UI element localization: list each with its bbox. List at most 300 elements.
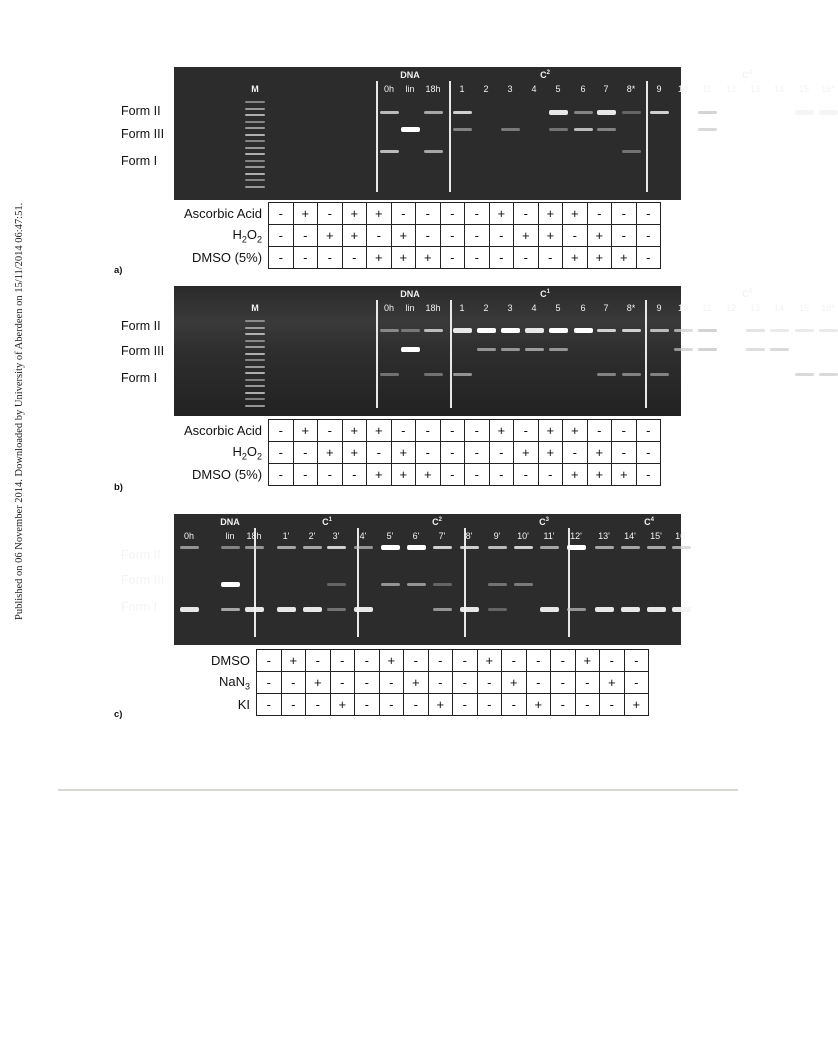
- band-form-i: [221, 608, 240, 611]
- condition-cell: -: [318, 420, 343, 442]
- band-form-ii: [453, 328, 472, 333]
- gel-image-b: [174, 286, 835, 416]
- lane-separator: [449, 81, 451, 192]
- band-form-iii: [381, 583, 400, 586]
- condition-cell: -: [636, 203, 661, 225]
- band-form-ii: [381, 545, 400, 550]
- form-label-i: Form I: [121, 371, 158, 385]
- condition-cell: +: [575, 650, 600, 672]
- ladder-band: [245, 385, 265, 387]
- condition-cell: +: [342, 442, 367, 464]
- band-form-ii: [698, 329, 717, 332]
- condition-cell: -: [453, 650, 478, 672]
- condition-row-label: $H_2O_2$: [232, 226, 263, 245]
- condition-row: [184, 442, 661, 464]
- lane-label: 13: [749, 303, 761, 313]
- condition-cell: -: [330, 672, 355, 694]
- lane-label: lin: [225, 531, 235, 541]
- lane-separator: [357, 528, 359, 637]
- condition-cell: -: [391, 420, 416, 442]
- condition-cell: +: [293, 420, 318, 442]
- band-form-ii: [501, 328, 520, 333]
- condition-cell: -: [514, 464, 539, 486]
- condition-cell: -: [269, 464, 294, 486]
- condition-cell: -: [440, 203, 465, 225]
- lane-label: 15: [798, 303, 810, 313]
- condition-cell: +: [514, 225, 539, 247]
- condition-cell: +: [367, 203, 392, 225]
- condition-row-label: DMSO (5%): [191, 250, 263, 265]
- condition-row: [184, 420, 661, 442]
- condition-cell: -: [257, 694, 282, 716]
- band-form-i: [567, 608, 586, 611]
- condition-row-label: DMSO (5%): [191, 467, 263, 482]
- condition-cell: -: [636, 247, 661, 269]
- condition-cell: -: [367, 225, 392, 247]
- condition-row-label: Ascorbic Acid: [184, 206, 263, 221]
- band-form-ii: [354, 546, 373, 549]
- condition-cell: -: [612, 442, 637, 464]
- condition-cell: -: [428, 672, 453, 694]
- band-form-iii: [401, 127, 420, 132]
- panel-label-a: a): [114, 265, 123, 276]
- ladder-band: [245, 127, 265, 129]
- band-form-i: [380, 373, 399, 376]
- lane-label: 10: [677, 84, 689, 94]
- band-form-ii: [180, 546, 199, 549]
- band-form-ii: [567, 545, 586, 550]
- panel-label-b: b): [114, 482, 123, 493]
- band-form-ii: [401, 329, 420, 332]
- band-form-ii: [597, 110, 616, 115]
- lane-label: 1: [459, 303, 465, 313]
- lane-label: 9': [493, 531, 501, 541]
- lane-label: 0h: [383, 303, 395, 313]
- group-title-dna: DNA: [400, 70, 420, 80]
- condition-row: [211, 694, 649, 716]
- condition-cell: +: [563, 247, 588, 269]
- condition-cell: -: [440, 464, 465, 486]
- band-form-ii: [549, 328, 568, 333]
- ladder-band: [245, 186, 265, 188]
- ladder-band: [245, 173, 265, 175]
- form-label-i: Form I: [121, 600, 158, 614]
- lane-label: 10': [517, 531, 529, 541]
- band-form-ii: [574, 328, 593, 333]
- ladder-band: [245, 179, 265, 181]
- band-form-iii: [770, 348, 789, 351]
- condition-cell: -: [306, 650, 331, 672]
- condition-cell: -: [563, 442, 588, 464]
- form-label-ii: Form II: [121, 319, 161, 333]
- lane-label: 8*: [626, 303, 636, 313]
- band-form-iii: [698, 348, 717, 351]
- group-title-compound: $C^4$: [742, 289, 752, 299]
- condition-cell: +: [367, 464, 392, 486]
- lane-separator: [464, 528, 466, 637]
- condition-cell: +: [391, 247, 416, 269]
- condition-cell: -: [404, 650, 429, 672]
- lane-label: 18h: [425, 84, 441, 94]
- lane-label: 6': [412, 531, 420, 541]
- condition-cell: -: [440, 442, 465, 464]
- lane-label: lin: [405, 84, 415, 94]
- group-title-compound: $C^3$: [742, 70, 752, 80]
- lane-label: 3': [332, 531, 340, 541]
- ladder-band: [245, 166, 265, 168]
- ladder-band: [245, 392, 265, 394]
- band-form-i: [595, 607, 614, 612]
- group-title-compound: $C^2$: [540, 70, 550, 80]
- condition-cell: -: [612, 203, 637, 225]
- condition-cell: -: [636, 442, 661, 464]
- band-form-iii: [674, 348, 693, 351]
- condition-cell: -: [257, 650, 282, 672]
- group-title-dna: DNA: [400, 289, 420, 299]
- band-form-ii: [746, 329, 765, 332]
- condition-cell: -: [465, 203, 490, 225]
- ladder-band: [245, 333, 265, 335]
- band-form-ii: [698, 111, 717, 114]
- group-title-compound: $C^1$: [540, 289, 550, 299]
- condition-cell: +: [563, 203, 588, 225]
- band-form-ii: [380, 329, 399, 332]
- condition-cell: -: [465, 420, 490, 442]
- condition-cell: +: [624, 694, 649, 716]
- condition-cell: +: [587, 225, 612, 247]
- lane-separator: [254, 528, 256, 637]
- condition-cell: -: [416, 225, 441, 247]
- band-form-ii: [424, 111, 443, 114]
- group-title-dna: DNA: [220, 517, 240, 527]
- condition-cell: -: [489, 247, 514, 269]
- lane-label: 0h: [183, 531, 195, 541]
- band-form-ii: [595, 546, 614, 549]
- lane-label: 5: [555, 84, 561, 94]
- conditions-table-b: [184, 419, 661, 486]
- condition-cell: +: [391, 442, 416, 464]
- ladder-band: [245, 366, 265, 368]
- condition-cell: -: [575, 672, 600, 694]
- condition-cell: -: [538, 464, 563, 486]
- band-form-ii: [514, 546, 533, 549]
- condition-row-label: DMSO: [211, 653, 250, 668]
- lane-label: 3: [507, 84, 513, 94]
- condition-cell: -: [636, 420, 661, 442]
- band-form-ii: [540, 546, 559, 549]
- lane-label: 7': [438, 531, 446, 541]
- band-form-iii: [597, 128, 616, 131]
- lane-separator: [450, 300, 452, 408]
- condition-cell: -: [269, 442, 294, 464]
- band-form-i: [460, 607, 479, 612]
- condition-cell: -: [379, 672, 404, 694]
- condition-cell: +: [587, 247, 612, 269]
- band-form-ii: [424, 329, 443, 332]
- ladder-band: [245, 405, 265, 407]
- band-form-iii: [401, 347, 420, 352]
- form-label-i: Form I: [121, 154, 158, 168]
- lane-label: 8': [465, 531, 473, 541]
- condition-cell: -: [404, 694, 429, 716]
- band-form-ii: [622, 329, 641, 332]
- band-form-ii: [453, 111, 472, 114]
- condition-cell: -: [538, 247, 563, 269]
- band-form-ii: [672, 546, 691, 549]
- lane-label: 14': [624, 531, 636, 541]
- band-form-i: [180, 607, 199, 612]
- band-form-iii: [488, 583, 507, 586]
- lane-separator: [376, 300, 378, 408]
- band-form-i: [453, 373, 472, 376]
- band-form-i: [622, 150, 641, 153]
- band-form-i: [277, 607, 296, 612]
- lane-label: 10: [677, 303, 689, 313]
- ladder-band: [245, 101, 265, 103]
- ladder-band: [245, 160, 265, 162]
- group-title-compound: $C^4$: [644, 517, 654, 527]
- lane-label: 11: [702, 303, 712, 313]
- form-label-ii: Form II: [121, 548, 161, 562]
- band-form-i: [327, 608, 346, 611]
- condition-cell: +: [612, 464, 637, 486]
- condition-row: [184, 203, 661, 225]
- band-form-ii: [574, 111, 593, 114]
- condition-cell: -: [440, 225, 465, 247]
- band-form-i: [795, 373, 814, 376]
- band-form-iii: [327, 583, 346, 586]
- condition-cell: -: [551, 694, 576, 716]
- band-form-ii: [819, 329, 838, 332]
- condition-cell: -: [453, 694, 478, 716]
- lane-label: 5: [555, 303, 561, 313]
- form-label-iii: Form III: [121, 573, 165, 587]
- ladder-band: [245, 327, 265, 329]
- condition-row: [211, 672, 649, 694]
- condition-cell: +: [342, 420, 367, 442]
- condition-cell: -: [355, 650, 380, 672]
- band-form-ii: [549, 110, 568, 115]
- band-form-iii: [525, 348, 544, 351]
- condition-cell: -: [416, 420, 441, 442]
- condition-row: [184, 225, 661, 247]
- band-form-i: [622, 373, 641, 376]
- condition-cell: -: [502, 650, 527, 672]
- band-form-i: [488, 608, 507, 611]
- condition-cell: -: [367, 442, 392, 464]
- band-form-ii: [650, 329, 669, 332]
- condition-cell: -: [281, 694, 306, 716]
- condition-cell: -: [575, 694, 600, 716]
- ladder-band: [245, 346, 265, 348]
- band-form-i: [424, 373, 443, 376]
- condition-cell: -: [257, 672, 282, 694]
- conditions-table-a: [184, 202, 661, 269]
- band-form-i: [672, 607, 691, 612]
- band-form-i: [650, 373, 669, 376]
- condition-cell: -: [551, 672, 576, 694]
- condition-cell: -: [306, 694, 331, 716]
- condition-row: [184, 464, 661, 486]
- band-form-i: [647, 607, 666, 612]
- ladder-band: [245, 108, 265, 110]
- ladder-band: [245, 340, 265, 342]
- band-form-ii: [770, 329, 789, 332]
- condition-cell: -: [551, 650, 576, 672]
- lane-label: 4': [359, 531, 367, 541]
- band-form-iii: [574, 128, 593, 131]
- form-label-ii: Form II: [121, 104, 161, 118]
- lane-label: 18h: [425, 303, 441, 313]
- lane-label: 12: [725, 84, 737, 94]
- lane-label: 11: [702, 84, 712, 94]
- condition-cell: -: [514, 247, 539, 269]
- band-form-ii: [597, 329, 616, 332]
- band-form-iii: [407, 583, 426, 586]
- condition-cell: -: [587, 420, 612, 442]
- band-form-i: [621, 607, 640, 612]
- ladder-band: [245, 134, 265, 136]
- band-form-i: [433, 608, 452, 611]
- condition-cell: +: [563, 420, 588, 442]
- band-form-i: [819, 373, 838, 376]
- condition-cell: -: [563, 225, 588, 247]
- condition-cell: +: [293, 203, 318, 225]
- lane-label: 4: [531, 303, 537, 313]
- lane-label: 1: [459, 84, 465, 94]
- condition-cell: +: [416, 464, 441, 486]
- condition-cell: -: [293, 442, 318, 464]
- condition-cell: +: [600, 672, 625, 694]
- condition-cell: +: [428, 694, 453, 716]
- condition-cell: -: [489, 464, 514, 486]
- condition-cell: -: [342, 464, 367, 486]
- ladder-band: [245, 359, 265, 361]
- condition-cell: -: [465, 225, 490, 247]
- lane-label: 15: [798, 84, 810, 94]
- band-form-ii: [525, 328, 544, 333]
- condition-cell: -: [612, 420, 637, 442]
- gel-image-c: [174, 514, 687, 645]
- ladder-band: [245, 353, 265, 355]
- lane-label: 7: [603, 84, 609, 94]
- condition-cell: +: [538, 203, 563, 225]
- condition-cell: +: [587, 442, 612, 464]
- condition-cell: +: [538, 442, 563, 464]
- band-form-ii: [622, 111, 641, 114]
- condition-cell: -: [624, 650, 649, 672]
- condition-cell: +: [342, 225, 367, 247]
- lane-label: 12': [570, 531, 582, 541]
- condition-cell: +: [318, 442, 343, 464]
- condition-cell: +: [526, 694, 551, 716]
- lane-label: 11': [543, 531, 555, 541]
- ladder-band: [245, 147, 265, 149]
- condition-cell: +: [404, 672, 429, 694]
- lane-label: 6: [580, 303, 586, 313]
- condition-cell: -: [440, 420, 465, 442]
- condition-cell: -: [453, 672, 478, 694]
- ladder-band: [245, 140, 265, 142]
- group-title-compound: $C^1$: [322, 517, 332, 527]
- condition-cell: -: [318, 247, 343, 269]
- condition-cell: +: [281, 650, 306, 672]
- band-form-ii: [795, 110, 814, 115]
- lane-label: 1': [282, 531, 290, 541]
- lane-label: 9: [656, 84, 662, 94]
- condition-cell: -: [587, 203, 612, 225]
- lane-label: 9: [656, 303, 662, 313]
- lane-label: 2: [483, 84, 489, 94]
- condition-cell: -: [269, 420, 294, 442]
- lane-label: lin: [405, 303, 415, 313]
- marker-label: M: [251, 84, 259, 94]
- condition-cell: +: [318, 225, 343, 247]
- condition-cell: +: [489, 203, 514, 225]
- band-form-i: [245, 607, 264, 612]
- condition-cell: -: [355, 672, 380, 694]
- form-label-iii: Form III: [121, 344, 165, 358]
- lane-label: 13: [749, 84, 761, 94]
- group-title-compound: $C^2$: [432, 517, 442, 527]
- condition-cell: -: [636, 225, 661, 247]
- condition-cell: +: [477, 650, 502, 672]
- condition-row: [211, 650, 649, 672]
- ladder-band: [245, 114, 265, 116]
- form-label-iii: Form III: [121, 127, 165, 141]
- band-form-iii: [433, 583, 452, 586]
- lane-label: 8*: [626, 84, 636, 94]
- band-form-i: [303, 607, 322, 612]
- condition-cell: -: [330, 650, 355, 672]
- condition-cell: +: [367, 420, 392, 442]
- condition-cell: +: [379, 650, 404, 672]
- lane-label: 4: [531, 84, 537, 94]
- condition-cell: -: [391, 203, 416, 225]
- condition-cell: +: [391, 464, 416, 486]
- condition-cell: -: [502, 694, 527, 716]
- band-form-iii: [453, 128, 472, 131]
- condition-cell: -: [342, 247, 367, 269]
- band-form-ii: [303, 546, 322, 549]
- condition-cell: +: [538, 420, 563, 442]
- condition-cell: -: [318, 464, 343, 486]
- condition-cell: -: [269, 225, 294, 247]
- lane-separator: [645, 300, 647, 408]
- condition-cell: -: [293, 225, 318, 247]
- lane-label: 7: [603, 303, 609, 313]
- lane-label: 6: [580, 84, 586, 94]
- lane-label: 0h: [383, 84, 395, 94]
- band-form-ii: [245, 546, 264, 549]
- condition-cell: -: [379, 694, 404, 716]
- condition-cell: +: [489, 420, 514, 442]
- condition-cell: -: [465, 247, 490, 269]
- lane-label: 12: [725, 303, 737, 313]
- band-form-ii: [380, 111, 399, 114]
- band-form-ii: [221, 546, 240, 549]
- band-form-ii: [327, 546, 346, 549]
- condition-cell: +: [612, 247, 637, 269]
- band-form-ii: [407, 545, 426, 550]
- marker-label: M: [251, 303, 259, 313]
- condition-cell: -: [514, 420, 539, 442]
- condition-cell: -: [489, 442, 514, 464]
- lane-label: 2': [308, 531, 316, 541]
- ladder-band: [245, 121, 265, 123]
- band-form-ii: [674, 329, 693, 332]
- condition-cell: +: [587, 464, 612, 486]
